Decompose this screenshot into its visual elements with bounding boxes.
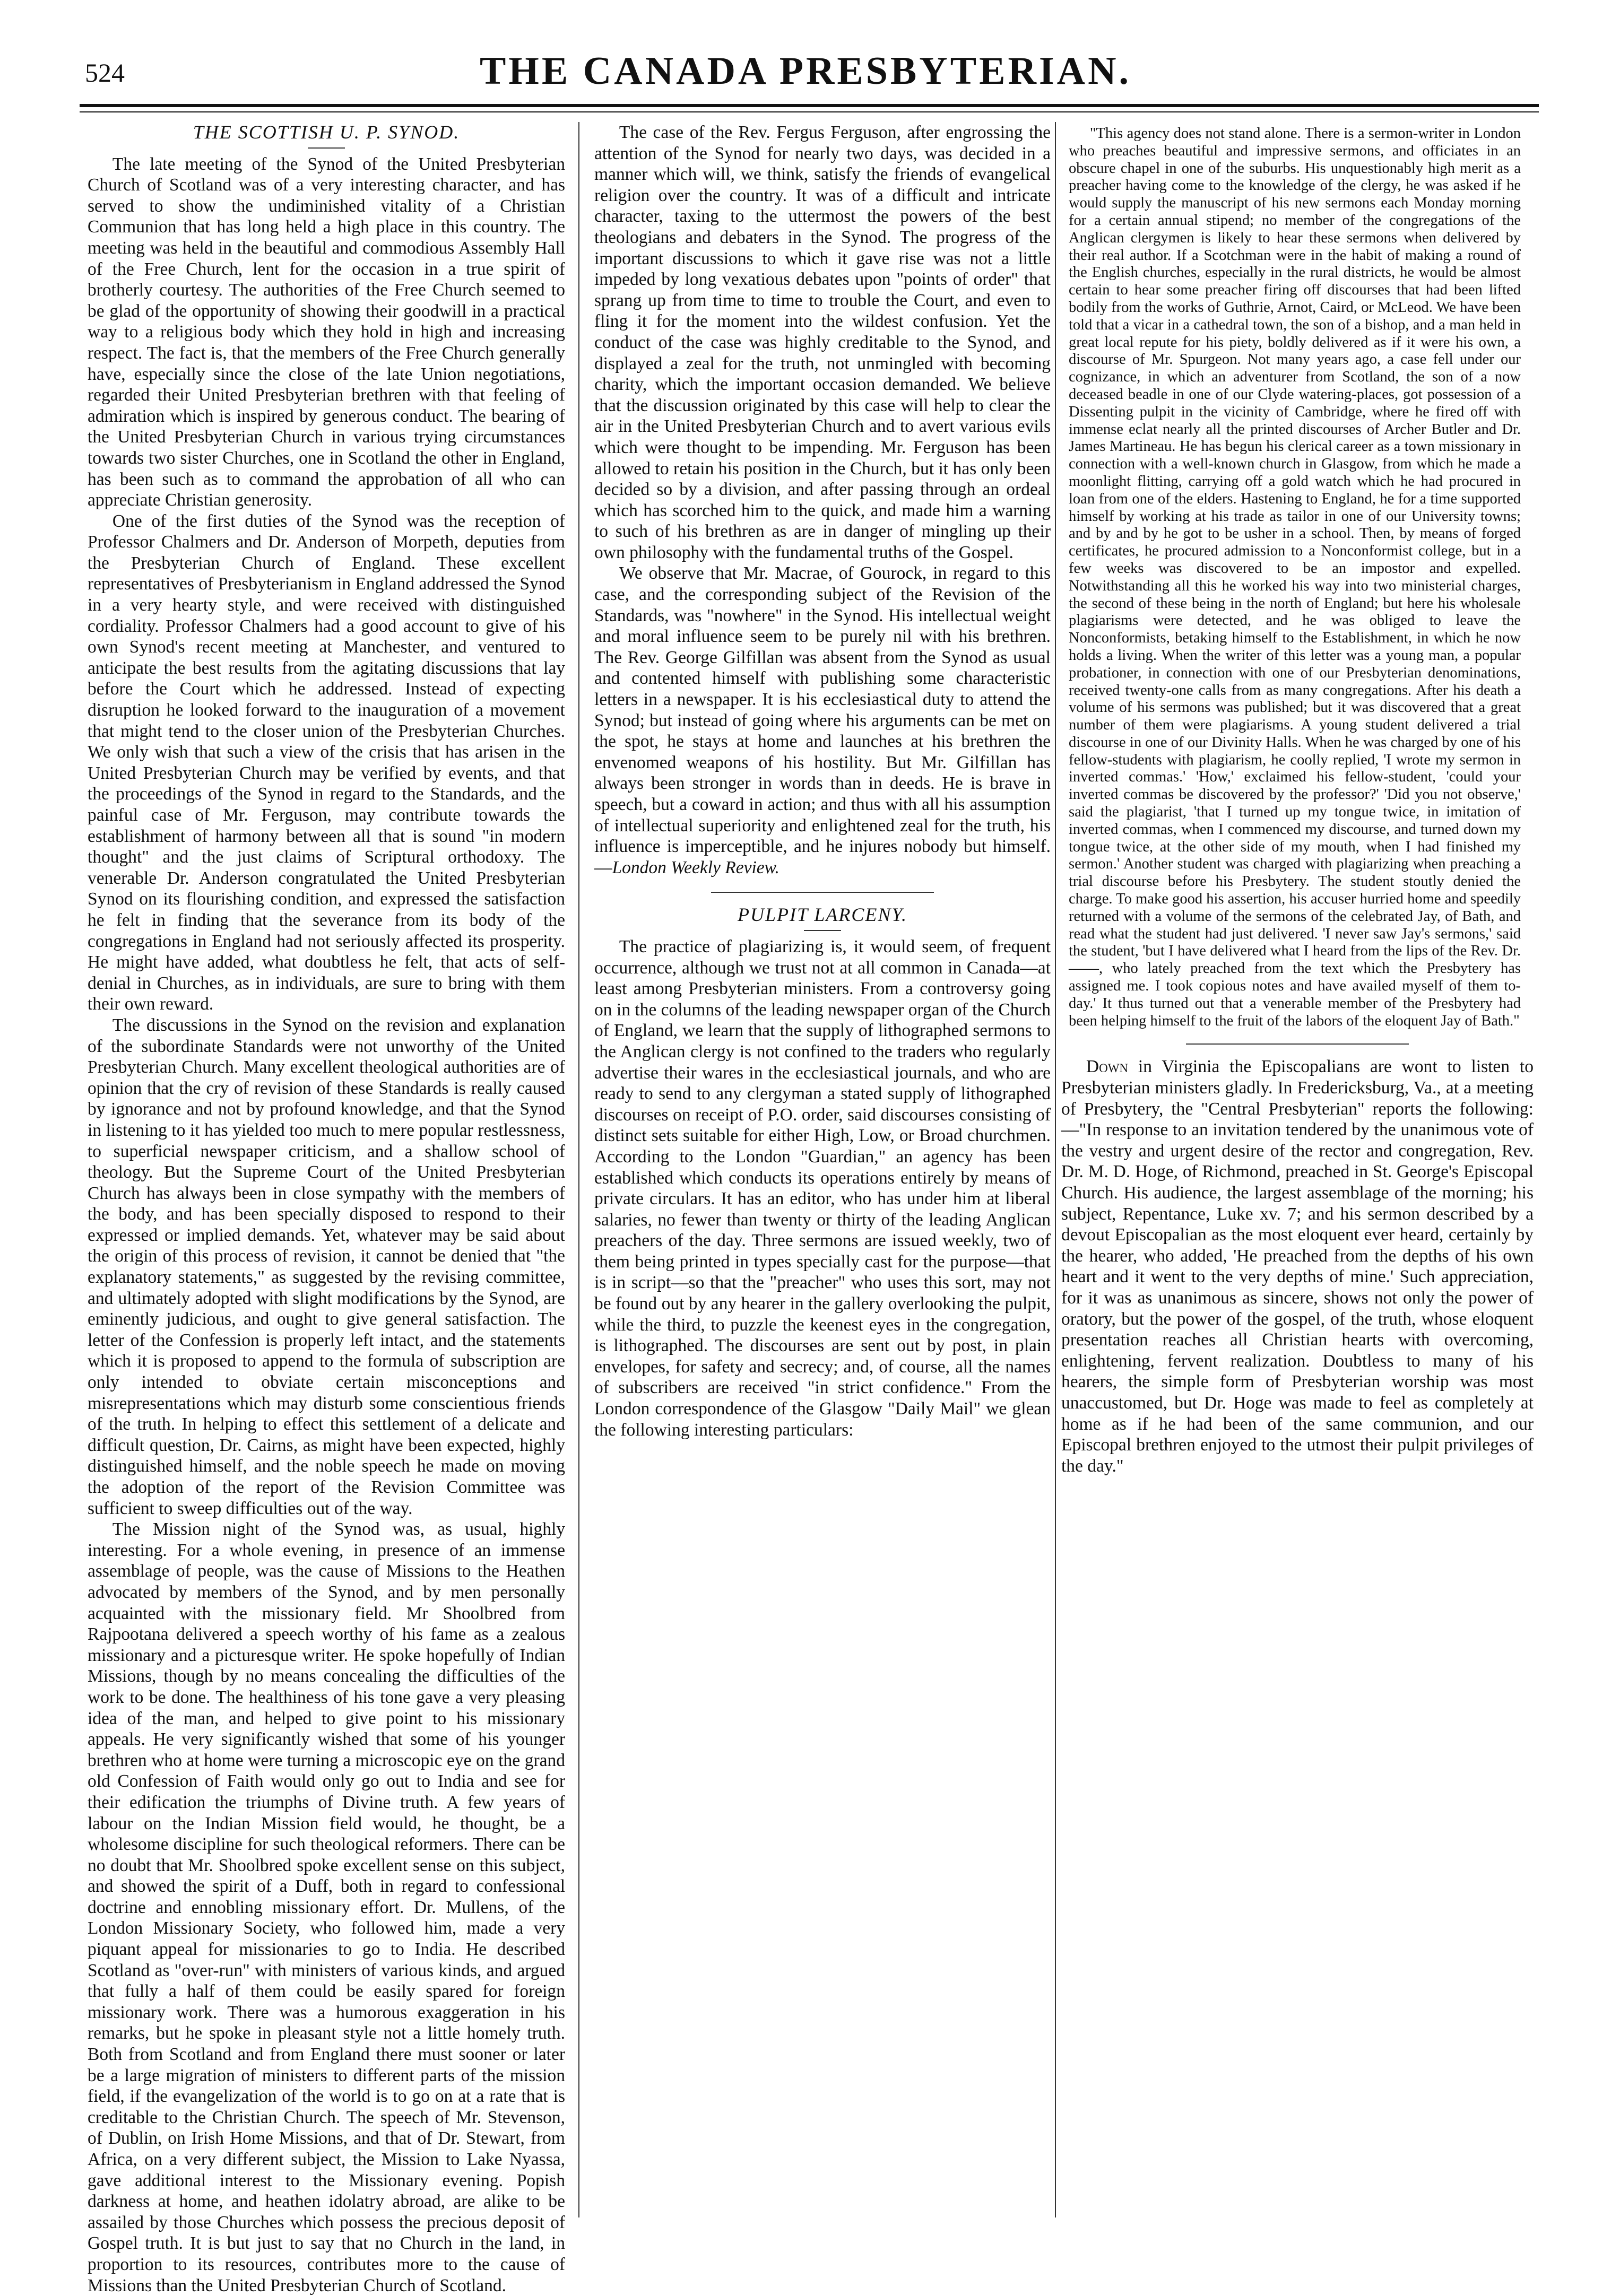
masthead: THE CANADA PRESBYTERIAN. <box>479 49 1132 93</box>
column-3 <box>1061 122 1534 1476</box>
title-rule <box>804 930 841 931</box>
article-source: London Weekly Review. <box>612 857 779 877</box>
paragraph: The late meeting of the Synod of the United Presbyterian Church of Scotland was of a very interesting character, and has served to show the undiminished vitality of a Christian Communion that has long held a high place in this country. The meeting was held in the beautiful and commodious Assembly Hall of the Free Church, lent for the occasion in a true spirit of brotherly courtesy. The authorities of the Free Church seemed to be glad of the opportunity of showing their goodwill in a practical way to a religious body which they hold in high and increasing respect. The fact is, that the members of the Free Church generally have, especially since the close of the late Union negotiations, regarded their United Presbyterian brethren with that feeling of admiration which is inspired by generous conduct. The bearing of the United Presbyterian Church in various trying circumstances towards two sister Churches, one in Scotland the other in England, has been such as to command the approbation of all who can appreciate Christian generosity. <box>88 154 565 510</box>
section-rule <box>1186 1043 1409 1045</box>
title-rule <box>308 147 345 149</box>
paragraph: The discussions in the Synod on the revision and explanation of the subordinate Standards were not unworthy of the United Presbyterian Church. Many excellent theological authorities are of opinion that the cry of revision of these Standards is really caused by ignorance and not by profound knowledge, and that the Synod in listening to it has yielded too much to mere popular restlessness, to superficial newspaper criticism, and a shallow school of theology. But the Supreme Court of the United Presbyterian Church has always been in close sympathy with the members of the body, and has been specially disposed to respond to their expressed or implied demands. Yet, whatever may be said about the origin of this process of revision, it cannot be denied that "the explanatory statements," as suggested by the revising committee, and ultimately adopted with slight modifications by the Synod, are eminently judicious, and ought to give general satisfaction. The letter of the Confession is properly left intact, and the statements which it is proposed to append to the formula of subscription are only intended to obviate certain misconceptions and misrepresentations which may disturb some conscientious friends of the truth. In helping to effect this settlement of a delicate and difficult question, Dr. Cairns, as might have been expected, highly distinguished himself, and the noble speech he made on moving the adoption of the report of the Revision Committee was sufficient to sweep difficulties out of the way. <box>88 1015 565 1518</box>
article-title-scottish-synod: THE SCOTTISH U. P. SYNOD. <box>193 121 460 143</box>
paragraph: The case of the Rev. Fergus Ferguson, after engrossing the attention of the Synod for nearly two days, was decided in a manner which will, we think, satisfy the friends of evangelical religion over the country. It was of a difficult and intricate character, taxing to the uttermost the powers of the best theologians and debaters in the Synod. The progress of the important discussions to which it gave rise was not a little impeded by long vexatious debates upon "points of order" that sprang up from time to time to trouble the Court, and even to fling it for the moment into the wildest confusion. Yet the conduct of the case was highly creditable to the Synod, and displayed a zeal for the truth, not unmingled with becoming charity, which the important occasion demanded. We believe that the discussion originated by this case will help to clear the air in the United Presbyterian Church and to avert various evils which were thought to be impending. Mr. Ferguson has been allowed to retain his position in the Church, but it has only been decided so by a division, and after passing through an ordeal which has scorched him to the quick, and made him a warning to such of his brethren as are in danger of mingling up their own philosophy with the fundamental truths of the Gospel. <box>594 123 1051 562</box>
column-1 <box>88 122 565 2296</box>
column-2 <box>594 122 1051 1440</box>
quoted-correspondence: "This agency does not stand alone. There is a sermon-writer in London who preaches beautiful and impressive sermons, and officiates in an obscure chapel in one of the suburbs. His unquestionably high merit as a preacher having come to the knowledge of the clergy, he was asked if he would supply the manuscript of his new sermons each Monday morning for a certain annual stipend; no member of the congregations of the Anglican clergymen is likely to hear these sermons when delivered by their real author. If a Scotchman were in the habit of making a round of the English churches, especially in the rural districts, he would be almost certain to hear some preacher firing off discourses that had been lifted bodily from the works of Guthrie, Arnot, Caird, or McLeod. We have been told that a vicar in a cathedral town, the son of a bishop, and a man held in great local repute for his piety, boldly delivered as if it were his own, a discourse of Mr. Spurgeon. Not many years ago, a case fell under our cognizance, in which an adventurer from Scotland, the son of a now deceased beadle in one of our Clyde watering-places, got possession of a Dissenting pulpit in the vicinity of Cambridge, where he fired off with immense eclat nearly all the printed discourses of Archer Butler and Dr. James Martineau. He has begun his clerical career as a town missionary in connection with a well-known church in Glasgow, from which he made a moonlight flitting, carrying off a gold watch which he had procured in loan from one of the elders. Hastening to England, he for a time supported himself by working at his trade as tailor in one of our University towns; and by and by he got to be usher in a school. Then, by means of forged certificates, he procured admission to a Nonconformist college, but in a few weeks was discovered to be an impostor and expelled. Notwithstanding all this he worked his way into two ministerial charges, the second of these being in the north of England; but here his wholesale plagiarisms were detected, and he was obliged to leave the Nonconformists, betaking himself to the Establishment, in which he now holds a living. When the writer of this letter was a young man, a popular probationer, in connection with one of our Presbyterian denominations, received twenty-one calls from as many congregations. After his death a volume of his sermons was published; but it was discovered that a great number of them were plagiarisms. A young student delivered a trial discourse in one of our Divinity Halls. When he was charged by one of his fellow-students with plagiarism, he coolly replied, 'I wrote my sermon in inverted commas.' 'How,' exclaimed his fellow-student, 'could your inverted commas be discovered by the professor?' 'Did you not observe,' said the plagiarist, 'that I turned up my tongue twice, in imitation of inverted commas, when I commenced my discourse, and turned down my tongue twice, at the other side of my mouth, when I had finished my sermon.' Another student was charged with plagiarizing when preaching a trial discourse before his Presbytery. The student stoutly denied the charge. To make good his assertion, his accuser hurried home and speedily returned with a volume of the sermons of the celebrated Jay, of Bath, and read what the student had just delivered. 'I never saw Jay's sermons,' said the student, 'but I have delivered what I heard from the lips of the Rev. Dr. ——, who lately preached from the text which the Presbytery has assigned me. I took copious notes and have availed myself of them to-day.' It thus turned out that a venerable member of the Presbytery had been helping himself to the fruit of the labors of the eloquent Jay of Bath." <box>1069 125 1521 1029</box>
paragraph: The practice of plagiarizing is, it would seem, of frequent occurrence, although we trust not at all common in Canada—at least among Presbyterian ministers. From a controversy going on in the columns of the leading newspaper organ of the Church of England, we learn that the supply of lithographed sermons to the Anglican clergy is not confined to the traders who regularly advertise their wares in the ecclesiastical journals, and who are ready to send to any clergyman a stated supply of lithographed discourses on receipt of P.O. order, said discourses consisting of distinct sets suitable for either High, Low, or Broad churchmen. According to the London "Guardian," an agency has been established which conducts its operations entirely by means of private circulars. It has an editor, who has under him at liberal salaries, no fewer than twenty or thirty of the leading Anglican preachers of the day. Three sermons are issued weekly, two of them being printed in types specially cast for the purpose—that is in script—so that the "preacher" who uses this sort, may not be found out by any hearer in the gallery overlooking the pulpit, while the third, to puzzle the keenest eyes in the congregation, is lithographed. The discourses are sent out by post, in plain envelopes, for safety and secrecy; and, of course, all the names of subscribers are received "in strict confidence." From the London correspondence of the Glasgow "Daily Mail" we glean the following interesting particulars: <box>594 936 1051 1440</box>
paragraph <box>594 563 1051 878</box>
paragraph-text: in Virginia the Episcopalians are wont to listen to Presbyterian ministers gladly. In Fredericksburg, Va., at a meeting of Presbytery, the "Central Presbyterian" reports the following:—"In response to an invitation tendered by the unanimous vote of the vestry and urgent desire of the rector and congregation, Rev. Dr. M. D. Hoge, of Richmond, preached in St. George's Episcopal Church. His audience, the largest assemblage of the morning; his subject, Repentance, Luke xv. 7; and his sermon described by a devout Episcopalian as the most eloquent ever heard, certainly by the hearer, who added, 'He preached from the depths of his own heart and it went to the very depths of mine.' Such appreciation, for it was as unanimous as sincere, shows not only the power of oratory, but the power of the gospel, of the truth, whose eloquent presentation reaches all Christian hearts with overcoming, enlightening, fervent realization. Doubtless to many of his hearers, the simple form of Presbyterian worship was most unaccustomed, but Dr. Hoge was made to feel as completely at home as if he had been of the same communion, and our Episcopal brethren enjoyed to the utmost their pulpit privileges of the day." <box>1061 1057 1534 1476</box>
paragraph: The Mission night of the Synod was, as usual, highly interesting. For a whole evening, in presence of an immense assemblage of people, was the cause of Missions to the Heathen advocated by members of the Synod, and by men personally acquainted with the missionary field. Mr Shoolbred from Rajpootana delivered a speech worthy of his fame as a zealous missionary and a picturesque writer. He spoke hopefully of Indian Missions, though by no means concealing the difficulties of the work to be done. The healthiness of his tone gave a very pleasing idea of the man, and helped to give point to his missionary appeals. He very significantly wished that some of his younger brethren who at home were turning a microscopic eye on the grand old Confession of Faith would only go out to India and see for their edification the triumphs of Divine truth. A few years of labour on the Indian Mission field would, he thought, be a wholesome discipline for such theological reformers. There can be no doubt that Mr. Shoolbred spoke excellent sense on this subject, and showed the spirit of a Duff, both in regard to confessional doctrine and ennobling missionary effort. Dr. Mullens, of the London Missionary Society, who followed him, made a very piquant appeal for missionaries to go to India. He described Scotland as "over-run" with ministers of various kinds, and argued that fully a half of them could be easily spared for foreign missionary work. There was a humorous exaggeration in his remarks, but he spoke in pleasant style not a little homely truth. Both from Scotland and from England there must sooner or later be a large migration of ministers to different parts of the mission field, if the evangelization of the world is to go on at a rate that is creditable to the Christian Church. The speech of Mr. Stevenson, of Dublin, on Irish Home Missions, and that of Dr. Stewart, from Africa, on a very different subject, the Mission to Lake Nyassa, gave additional interest to the Missionary evening. Popish darkness at home, and heathen idolatry abroad, are alike to be assailed by those Churches which possess the precious deposit of Gospel truth. It is but just to say that no Church in the land, in proportion to its resources, contributes more to the cause of Missions than the United Presbyterian Church of Scotland. <box>88 1519 565 2295</box>
paragraph-lead: Down <box>1086 1057 1129 1077</box>
paragraph <box>1061 1056 1534 1476</box>
masthead-rule-thin <box>80 111 1539 112</box>
paragraph-text: We observe that Mr. Macrae, of Gourock, in regard to this case, and the corresponding subject of the Revision of the Standards, was "nowhere" in the Synod. His intellectual weight and moral influence seem to be purely nil with his brethren. The Rev. George Gilfillan was absent from the Synod as usual and contented himself with publishing some characteristic letters in a newspaper. It is his ecclesiastical duty to attend the Synod; but instead of going where his arguments can be met on the spot, he stays at home and launches at his brethren the envenomed weapons of his hostility. But Mr. Gilfillan has always been stronger in words than in deeds. He is brave in speech, but a coward in action; and thus with all his assumption of intellectual superiority and enlightened zeal for the truth, his influence is imperceptible, and he injures nobody but himself.— <box>594 563 1051 877</box>
column-rule-2 <box>1055 122 1056 2217</box>
column-rule-1 <box>578 122 579 2217</box>
section-rule <box>711 892 934 893</box>
masthead-rule-thick <box>80 104 1539 107</box>
page-number: 524 <box>85 58 125 88</box>
article-title-pulpit-larceny: PULPIT LARCENY. <box>737 904 908 926</box>
paragraph: One of the first duties of the Synod was the reception of Professor Chalmers and Dr. Anderson of Morpeth, deputies from the Presbyterian Church of England. These excellent representatives of Presbyterianism in England addressed the Synod in a very hearty style, and were received with distinguished cordiality. Professor Chalmers had a good account to give of his own Synod's recent meeting at Manchester, and ventured to anticipate the best results from the agitating discussions that lay before the Court which he addressed. Instead of expecting disruption he looked forward to the inauguration of a movement that might tend to the closer union of the Presbyterian Churches. We only wish that such a view of the crisis that has arisen in the United Presbyterian Church may be verified by events, and that the proceedings of the Synod in regard to the Standards, and the painful case of Mr. Ferguson, may contribute towards the establishment of harmony between all that is sound "in modern thought" and the just claims of Scriptural orthodoxy. The venerable Dr. Anderson congratulated the United Presbyterian Synod on its flourishing condition, and expressed the satisfaction he felt in finding that the severance from its body of the congregations in England had not seriously affected its prosperity. He might have added, what doubtless he felt, that acts of self-denial in Churches, as in individuals, are sure to bring with them their own reward. <box>88 511 565 1014</box>
